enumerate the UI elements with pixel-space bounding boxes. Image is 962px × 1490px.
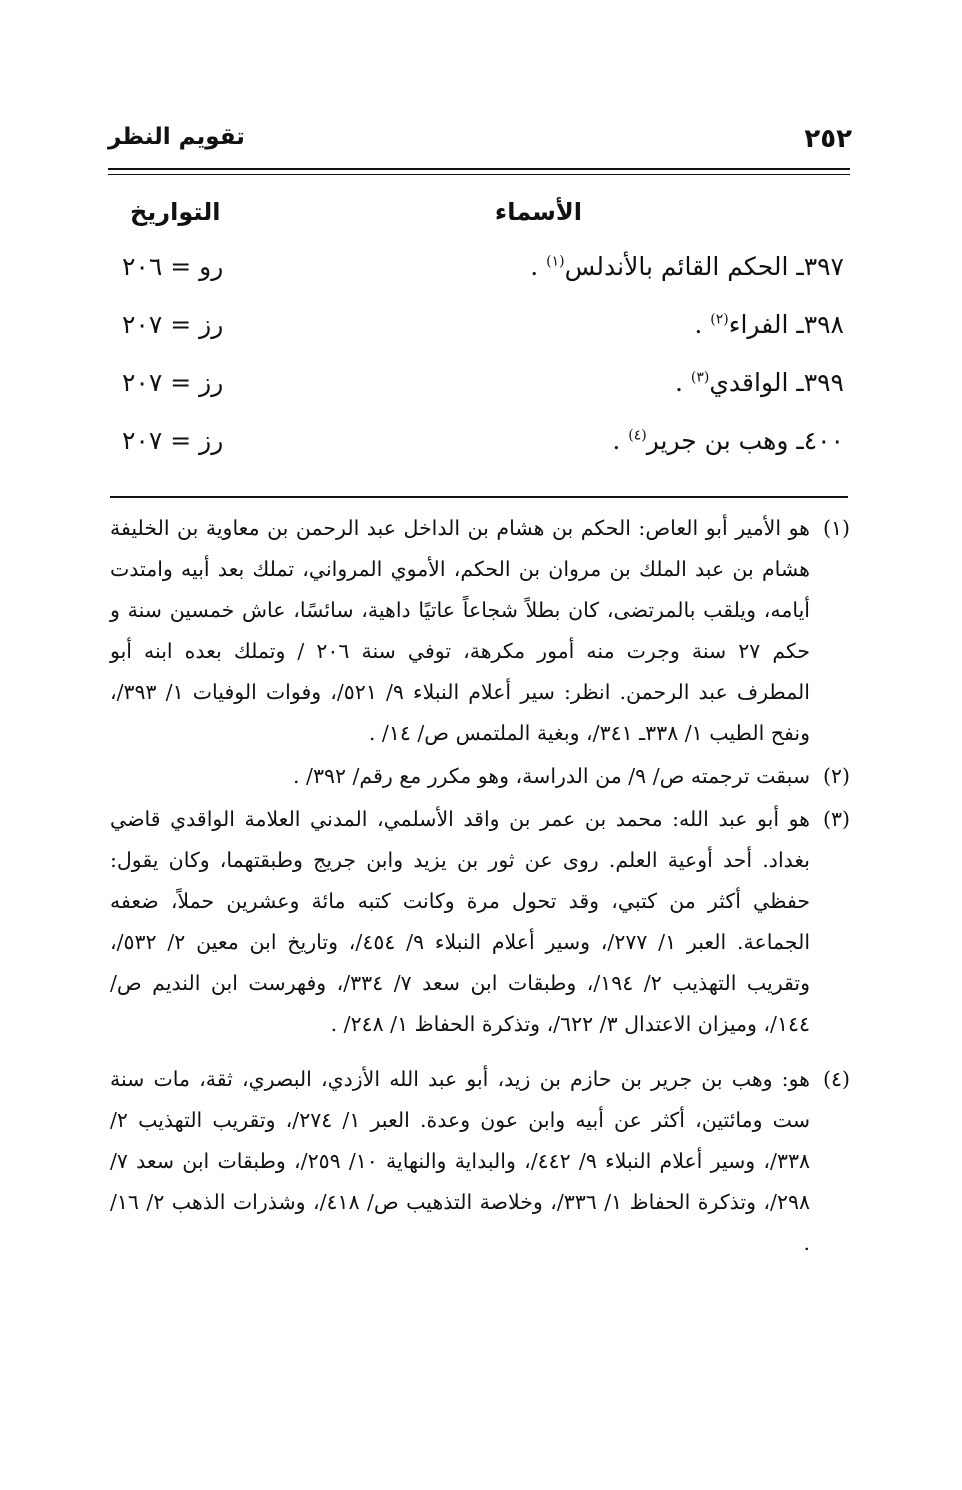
entry-date: رز = ٢٠٧ <box>122 426 224 455</box>
entry-name: ٤٠٠ـ وهب بن جرير$^{(٤)}$ . <box>612 426 844 455</box>
book-title: تقويم النظر <box>108 124 245 150</box>
entries-list <box>110 252 844 484</box>
entry-row <box>110 310 844 368</box>
footnote-ref: (٢) <box>710 311 729 328</box>
footnote-text: سبقت ترجمته ص/ ٩/ من الدراسة، وهو مكرر مع رقم/ ٣٩٢/ . <box>293 764 810 788</box>
entry-name: ٣٩٨ـ الفراء$^{(٢)}$ . <box>694 310 844 339</box>
entry-name: ٣٩٩ـ الواقدي$^{(٣)}$ . <box>674 368 844 397</box>
footnote-text: هو الأمير أبو العاص: الحكم بن هشام بن الداخل عبد الرحمن بن معاوية بن الخليفة هشام بن عبد الملك بن مروان بن الحكم، الأموي المرواني، تملك بعد أبيه وامتدت أيامه، ويلقب بالمرتضى، كان بطلاً شجاعاً عاتيًا داهية، سائسًا، عاش خمسين سنة و حكم ٢٧ سنة وجرت منه أمور مكرهة، توفي سنة ٢٠٦ / وتملك بعده ابنه أبو المطرف عبد الرحمن. انظر: سير أعلام النبلاء ٩/ ٥٢١/، وفوات الوفيات ١/ ٣٩٣/، ونفح الطيب ١/ ٣٣٨ـ ٣٤١/، وبغية الملتمس ص/ ١٤/ . <box>110 516 810 745</box>
footnotes <box>110 508 850 1264</box>
footnote <box>110 508 850 754</box>
entry-row <box>110 252 844 310</box>
footnote-text: هو أبو عبد الله: محمد بن عمر بن واقد الأسلمي، المدني العلامة الواقدي قاضي بغداد. أحد أوعية العلم. روى عن ثور بن يزيد وابن جريج وطبقتهما، وكان يقول: حفظي أكثر من كتبي، وقد تحول مرة وكانت كتبه مائة وعشرين حملاً، ضعفه الجماعة. العبر ١/ ٢٧٧/، وسير أعلام النبلاء ٩/ ٤٥٤/، وتاريخ ابن معين ٢/ ٥٣٢/، وتقريب التهذيب ٢/ ١٩٤/، وطبقات ابن سعد ٧/ ٣٣٤/، وفهرست ابن النديم ص/ ١٤٤/، وميزان الاعتدال ٣/ ٦٢٢/، وتذكرة الحفاظ ١/ ٢٤٨/ . <box>110 807 811 1036</box>
footnote-number: (٤) <box>822 1067 850 1091</box>
entry-date: رز = ٢٠٧ <box>122 368 224 397</box>
dates-column-heading: التواريخ <box>130 198 221 226</box>
entry-row <box>110 368 844 426</box>
footnote-number: (٢) <box>822 764 850 788</box>
footnote-number: (١) <box>822 516 850 540</box>
names-column-heading: الأسماء <box>494 198 582 226</box>
footnote-ref: (٣) <box>690 369 710 386</box>
footnotes-separator <box>110 496 848 498</box>
header-rule <box>108 168 850 170</box>
footnote <box>110 1059 850 1264</box>
footnote-ref: (٤) <box>628 427 647 444</box>
entry-date: رز = ٢٠٧ <box>122 310 224 339</box>
page-number: ٢٥٢ <box>804 124 852 154</box>
footnote-ref: (١) <box>546 253 565 270</box>
header-rule-thin <box>108 174 850 175</box>
entry-name: ٣٩٧ـ الحكم القائم بالأندلس$^{(١)}$ . <box>530 252 844 281</box>
footnote <box>110 799 850 1045</box>
entry-row <box>110 426 844 484</box>
footnote-number: (٣) <box>822 807 850 831</box>
footnote-text: هو: وهب بن جرير بن حازم بن زيد، أبو عبد الله الأزدي، البصري، ثقة، مات سنة ست ومائتين، أكثر عن أبيه وابن عون وعدة. العبر ١/ ٢٧٤/، وتقريب التهذيب ٢/ ٣٣٨/، وسير أعلام النبلاء ٩/ ٤٤٢/، والبداية والنهاية ١٠/ ٢٥٩/، وطبقات ابن سعد ٧/ ٢٩٨/، وتذكرة الحفاظ ١/ ٣٣٦/، وخلاصة التذهيب ص/ ٤١٨/، وشذرات الذهب ٢/ ١٦/ . <box>110 1067 810 1255</box>
table-headings <box>110 198 844 238</box>
entry-date: رو = ٢٠٦ <box>122 252 224 281</box>
footnote <box>110 756 850 797</box>
running-header <box>108 120 852 160</box>
